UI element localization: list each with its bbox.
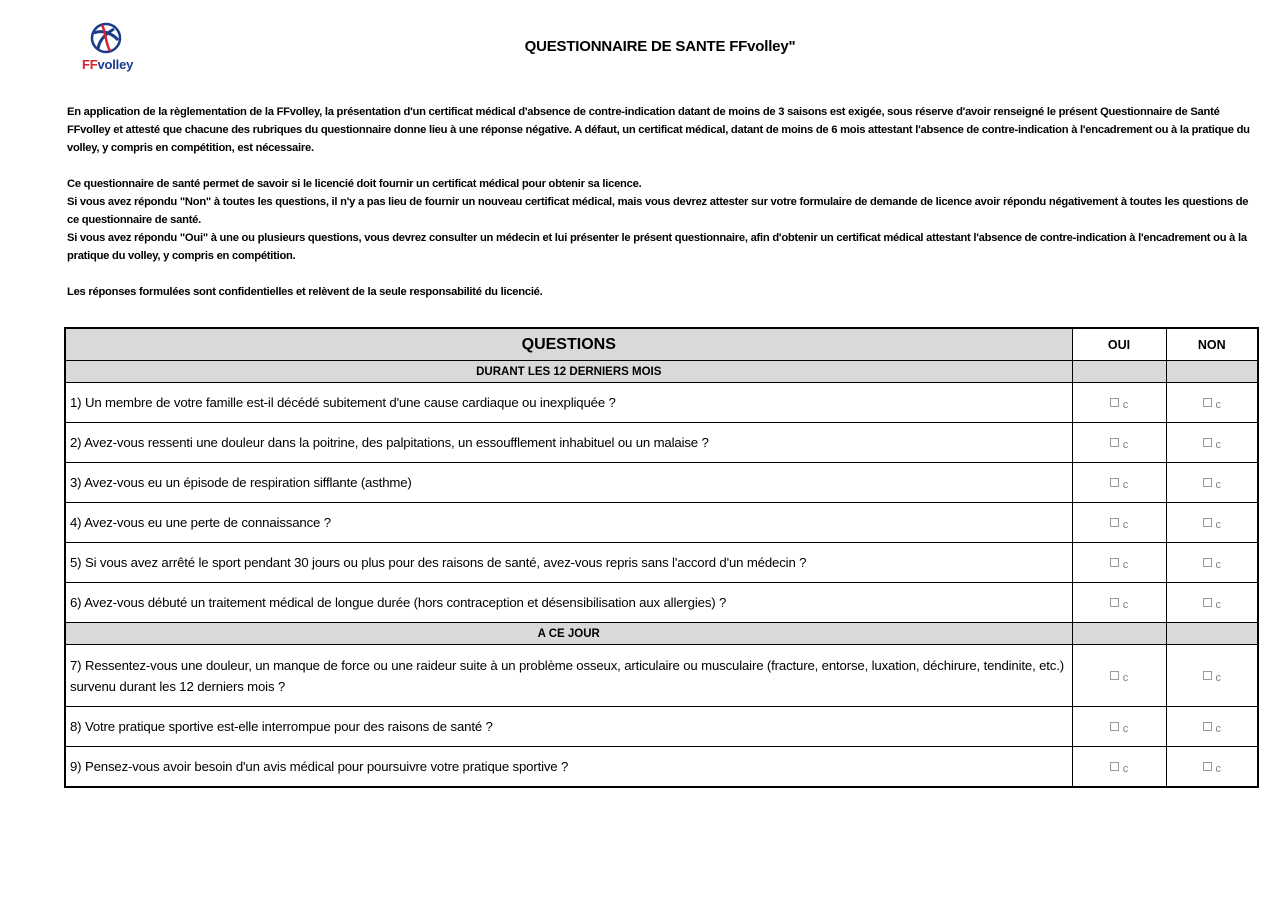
non-checkbox[interactable] xyxy=(1203,558,1212,567)
table-row: 9) Pensez-vous avoir besoin d'un avis médical pour poursuivre votre pratique sportive ? c c xyxy=(65,747,1258,788)
intro-paragraph-1: En application de la règlementation de la FFvolley, la présentation d'un certificat médical d'absence de contre-indication datant de moins de 3 saisons est exigée, sous réserve d'avoir renseigné le présent Questionnaire de Santé FFvolley et attesté que chacune des rubriques du questionnaire donne lieu à une réponse négative. A défaut, un certificat médical, datant de moins de 6 mois attestant l'absence de contre-indication à l'encadrement ou à la pratique du volley, y compris en compétition, est nécessaire. xyxy=(67,106,1250,155)
question-text: 9) Pensez-vous avoir besoin d'un avis médical pour poursuivre votre pratique sportive ? xyxy=(65,747,1072,788)
table-row: 6) Avez-vous débuté un traitement médical de longue durée (hors contraception et désensibilisation aux allergies) ? c c xyxy=(65,583,1258,623)
section-header-12-months xyxy=(65,361,1258,383)
non-checkbox[interactable] xyxy=(1203,762,1212,771)
table-row: 1) Un membre de votre famille est-il décédé subitement d'une cause cardiaque ou inexpliquée ? c c xyxy=(65,383,1258,423)
questionnaire-table xyxy=(64,327,1259,788)
oui-checkbox[interactable] xyxy=(1110,722,1119,731)
oui-checkbox[interactable] xyxy=(1110,762,1119,771)
non-checkbox[interactable] xyxy=(1203,598,1212,607)
oui-checkbox[interactable] xyxy=(1110,671,1119,680)
oui-checkbox[interactable] xyxy=(1110,478,1119,487)
oui-checkbox[interactable] xyxy=(1110,558,1119,567)
non-checkbox[interactable] xyxy=(1203,398,1212,407)
question-text: 6) Avez-vous débuté un traitement médical de longue durée (hors contraception et désensibilisation aux allergies) ? xyxy=(65,583,1072,623)
table-row: 7) Ressentez-vous une douleur, un manque de force ou une raideur suite à un problème osseux, articulaire ou musculaire (fracture, entorse, luxation, déchirure, tendinite, etc.) survenu durant les 12 derniers mois ? c c xyxy=(65,645,1258,707)
question-text: 2) Avez-vous ressenti une douleur dans la poitrine, des palpitations, un essoufflement inhabituel ou un malaise ? xyxy=(65,423,1072,463)
table-row: 8) Votre pratique sportive est-elle interrompue pour des raisons de santé ? c c xyxy=(65,707,1258,747)
oui-checkbox[interactable] xyxy=(1110,398,1119,407)
question-text: 3) Avez-vous eu un épisode de respiration sifflante (asthme) xyxy=(65,463,1072,503)
intro-paragraph-2: Ce questionnaire de santé permet de savoir si le licencié doit fournir un certificat médical pour obtenir sa licence. xyxy=(67,177,642,190)
non-checkbox[interactable] xyxy=(1203,722,1212,731)
table-row: 4) Avez-vous eu une perte de connaissance ? c c xyxy=(65,503,1258,543)
question-text: 4) Avez-vous eu une perte de connaissance ? xyxy=(65,503,1072,543)
oui-checkbox[interactable] xyxy=(1110,598,1119,607)
oui-checkbox[interactable] xyxy=(1110,518,1119,527)
non-checkbox[interactable] xyxy=(1203,478,1212,487)
section-title: DURANT LES 12 DERNIERS MOIS xyxy=(65,361,1072,383)
question-text: 7) Ressentez-vous une douleur, un manque de force ou une raideur suite à un problème osseux, articulaire ou musculaire (fracture, entorse, luxation, déchirure, tendinite, etc.) survenu durant les 12 derniers mois ? xyxy=(65,645,1072,707)
non-checkbox[interactable] xyxy=(1203,438,1212,447)
intro-paragraph-3: Si vous avez répondu "Non" à toutes les questions, il n'y a pas lieu de fournir un nouveau certificat médical, mais vous devrez attester sur votre formulaire de demande de licence avoir répondu négativement à toutes les questions de ce questionnaire de santé. xyxy=(67,195,1249,227)
non-checkbox[interactable] xyxy=(1203,518,1212,527)
header-non: NON xyxy=(1166,328,1258,361)
intro-paragraph-4: Si vous avez répondu "Oui" à une ou plusieurs questions, vous devrez consulter un médecin et lui présenter le présent questionnaire, afin d'obtenir un certificat médical attestant l'absence de contre-indication à l'encadrement ou à la pratique du volley, y compris en compétition. xyxy=(67,232,1247,263)
section-title: A CE JOUR xyxy=(65,623,1072,645)
table-row: 5) Si vous avez arrêté le sport pendant 30 jours ou plus pour des raisons de santé, avez-vous repris sans l'accord d'un médecin ? c c xyxy=(65,543,1258,583)
table-row: 3) Avez-vous eu un épisode de respiration sifflante (asthme) c c xyxy=(65,463,1258,503)
table-row: 2) Avez-vous ressenti une douleur dans la poitrine, des palpitations, un essoufflement inhabituel ou un malaise ? c c xyxy=(65,423,1258,463)
non-checkbox[interactable] xyxy=(1203,671,1212,680)
oui-checkbox[interactable] xyxy=(1110,438,1119,447)
table-header-row xyxy=(65,328,1258,361)
question-text: 5) Si vous avez arrêté le sport pendant 30 jours ou plus pour des raisons de santé, avez-vous repris sans l'accord d'un médecin ? xyxy=(65,543,1072,583)
section-header-today xyxy=(65,623,1258,645)
header-oui: OUI xyxy=(1072,328,1166,361)
question-text: 8) Votre pratique sportive est-elle interrompue pour des raisons de santé ? xyxy=(65,707,1072,747)
intro-text xyxy=(67,103,1257,301)
header-questions: QUESTIONS xyxy=(65,328,1072,361)
logo-text: FFvolley xyxy=(82,57,134,72)
question-text: 1) Un membre de votre famille est-il décédé subitement d'une cause cardiaque ou inexpliquée ? xyxy=(65,383,1072,423)
intro-paragraph-5: Les réponses formulées sont confidentielles et relèvent de la seule responsabilité du licencié. xyxy=(67,285,543,298)
page-title: QUESTIONNAIRE DE SANTE FFvolley" xyxy=(524,38,796,55)
